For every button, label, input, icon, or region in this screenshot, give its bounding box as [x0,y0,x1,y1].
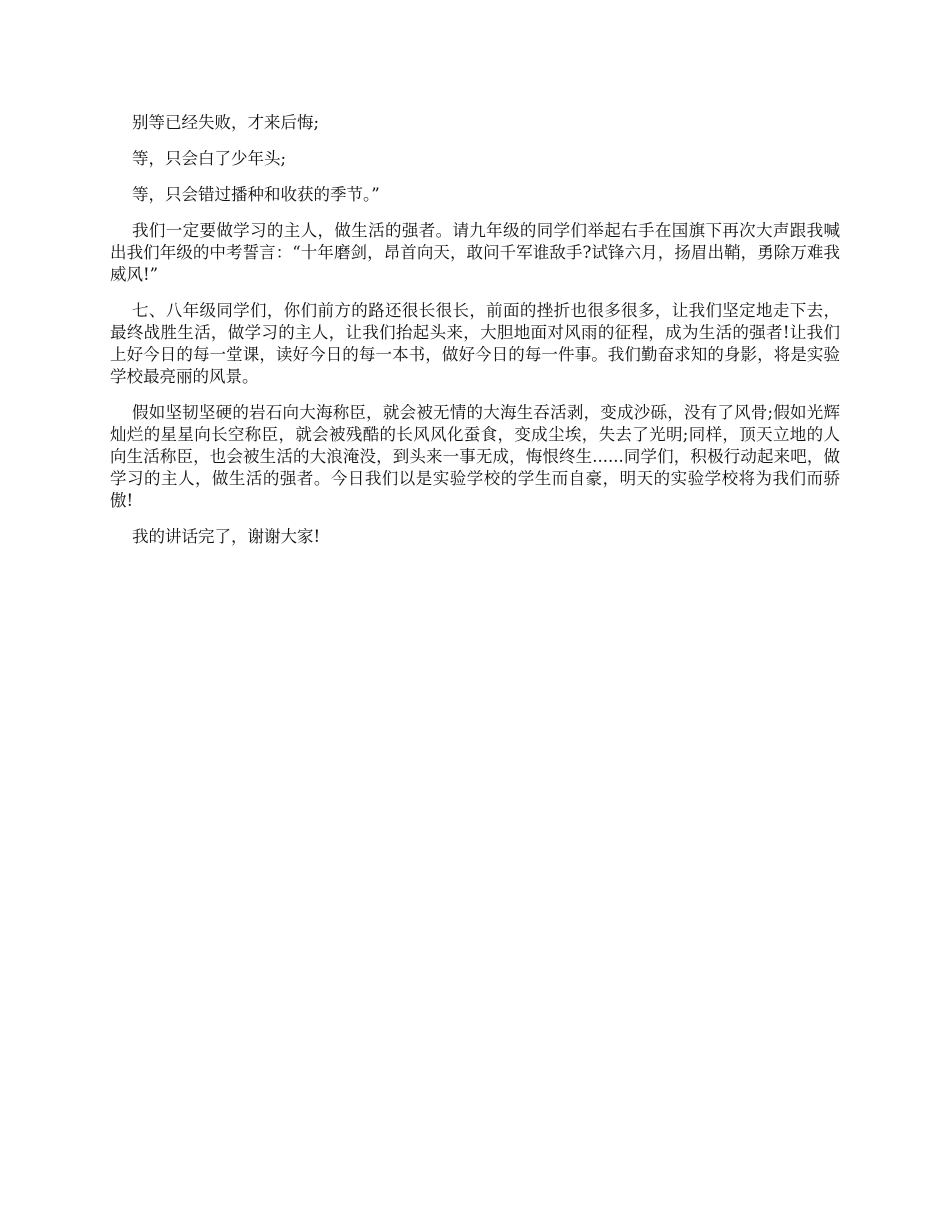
paragraph-5: 七、八年级同学们，你们前方的路还很长很长，前面的挫折也很多很多，让我们坚定地走下去，最终战胜生活，做学习的主人，让我们抬起头来，大胆地面对风雨的征程，成为生活的强者!让我们上好今日的每一堂课，读好今日的每一本书，做好今日的每一件事。我们勤奋求知的身影，将是实验学校最亮丽的风景。 [110,301,840,386]
document-body [110,112,840,562]
paragraph-4: 我们一定要做学习的主人，做生活的强者。请九年级的同学们举起右手在国旗下再次大声跟我喊出我们年级的中考誓言：“十年磨剑，昂首向天，敢问千军谁敌手?试锋六月，扬眉出鞘，勇除万难我威风!” [110,221,840,284]
paragraph-7: 我的讲话完了，谢谢大家! [132,527,321,546]
paragraph-2: 等，只会白了少年头; [132,149,287,168]
paragraph-6: 假如坚韧坚硬的岩石向大海称臣，就会被无情的大海生吞活剥，变成沙砾，没有了风骨;假如光辉灿烂的星星向长空称臣，就会被残酷的长风风化蚕食，变成尘埃，失去了光明;同样，顶天立地的人向生活称臣，也会被生活的大浪淹没，到头来一事无成，悔恨终生......同学们，积极行动起来吧，做学习的主人，做生活的强者。今日我们以是实验学校的学生而自豪，明天的实验学校将为我们而骄傲! [110,403,840,510]
paragraph-3: 等，只会错过播种和收获的季节。” [132,185,380,204]
paragraph-1: 别等已经失败，才来后悔; [132,113,320,132]
